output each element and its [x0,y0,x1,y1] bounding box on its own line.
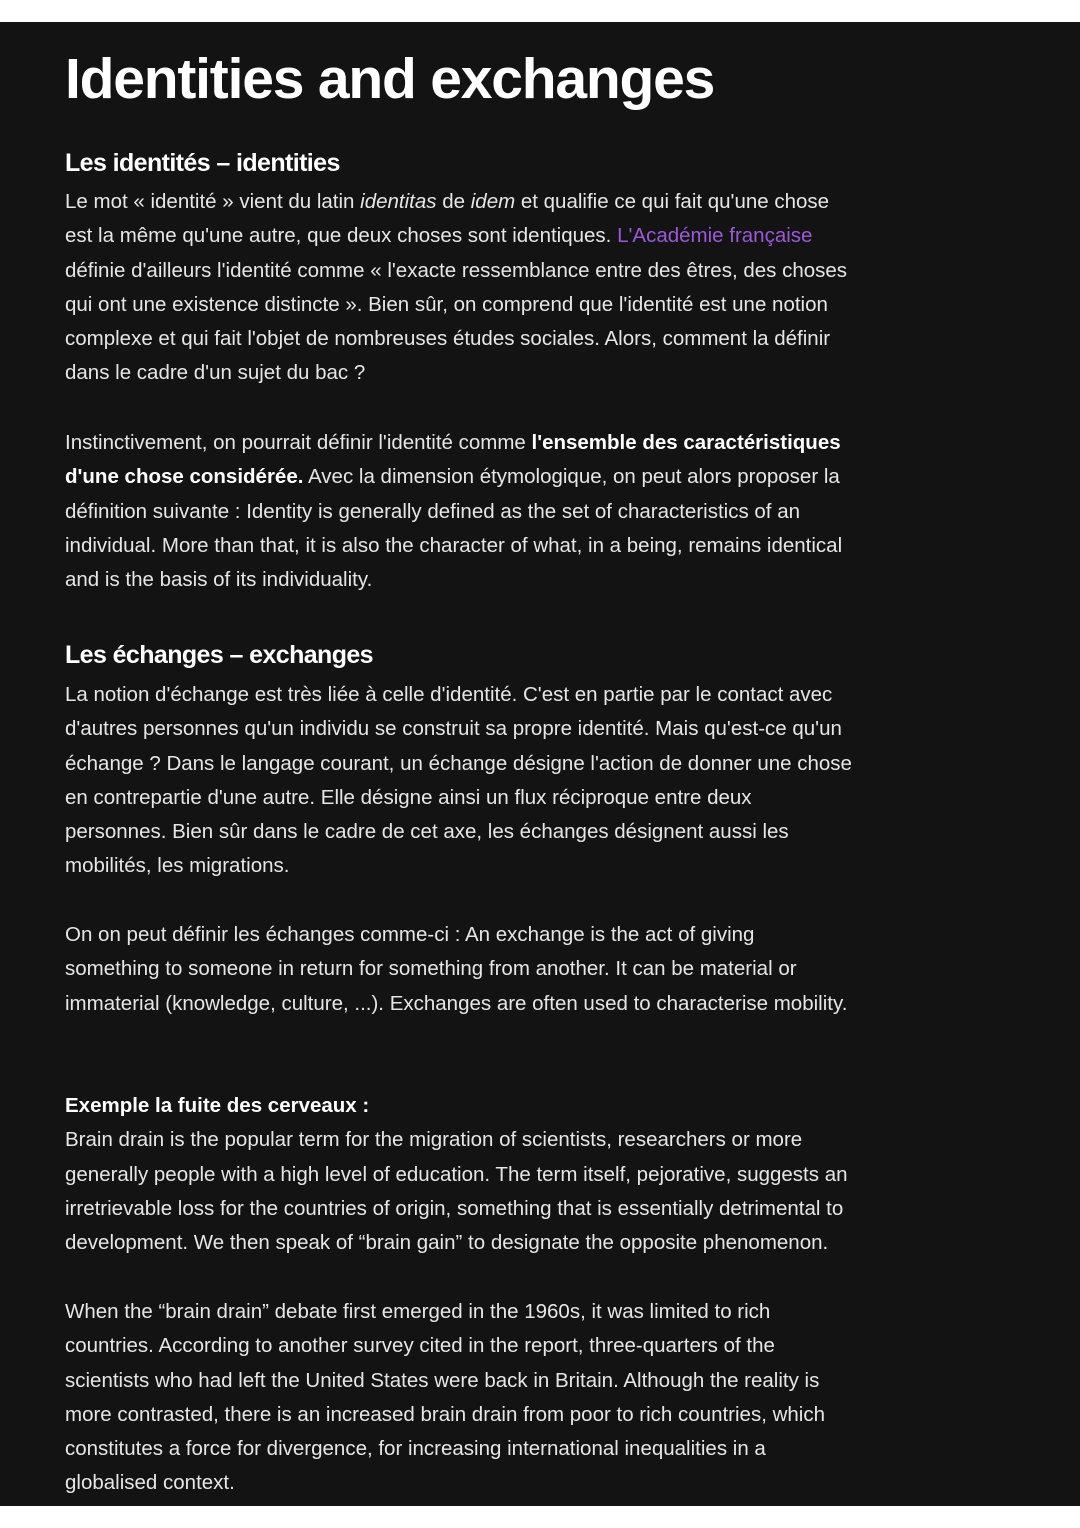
text-line: Le mot « identité » vient du latin identitas de idem et qualifie ce qui fait qu'une chose [65,190,830,213]
text-line: On on peut définir les échanges comme-ci : An exchange is the act of giving [65,923,755,946]
text-line: Brain drain is the popular term for the migration of scientists, researchers or more [65,1128,803,1152]
text-line: scientists who had left the United States were back in Britain. Although the reality is [65,1368,820,1392]
text-line: d'une chose considérée. Avec la dimension étymologique, on peut alors proposer la [65,465,840,489]
text-line: development. We then speak of “brain gain” to designate the opposite phenomenon. [65,1231,829,1255]
text-line: Instinctivement, on pourrait définir l'identité comme l'ensemble des caractéristiques [65,431,841,454]
text-line: more contrasted, there is an increased brain drain from poor to rich countries, which [65,1402,826,1426]
section-heading-exchanges: Les échanges – exchanges [65,641,373,669]
text-line: personnes. Bien sûr dans le cadre de cet axe, les échanges désignent aussi les [65,820,789,844]
text-line: and is the basis of its individuality. [65,568,373,592]
text-line: individual. More than that, it is also the character of what, in a being, remains identical [65,533,843,557]
document-page [0,22,1080,1506]
text-line: La notion d'échange est très liée à celle d'identité. C'est en partie par le contact avec [65,683,833,706]
academie-francaise-link[interactable]: L'Académie française [617,224,813,248]
text-line: en contrepartie d'une autre. Elle désigne ainsi un flux réciproque entre deux [65,785,752,809]
text-line: immaterial (knowledge, culture, ...). Exchanges are often used to characterise mobility. [65,991,848,1015]
page-title: Identities and exchanges [65,47,715,111]
paragraph-identity-english [65,426,842,597]
text-line: constitutes a force for divergence, for increasing international inequalities in a [65,1437,766,1461]
text-line: globalised context. [65,1471,235,1495]
section-heading-identities: Les identités – identities [65,149,340,177]
text-line: complexe et qui fait l'objet de nombreuses études sociales. Alors, comment la définir [65,327,831,351]
text-line: When the “brain drain” debate first emerged in the 1960s, it was limited to rich [65,1300,771,1323]
paragraph-brain-drain-history [65,1295,825,1501]
text-line: dans le cadre d'un sujet du bac ? [65,361,366,385]
text-line: irretrievable loss for the countries of origin, something that is essentially detrimental to [65,1196,844,1220]
text-line: définie d'ailleurs l'identité comme « l'exacte ressemblance entre des êtres, des choses [65,258,848,282]
text-line: est la même qu'une autre, que deux choses sont identiques. L'Académie française [65,224,813,248]
example-subheading: Exemple la fuite des cerveaux : [65,1094,370,1117]
text-line: mobilités, les migrations. [65,854,290,878]
paragraph-exchange-english [65,918,847,1021]
text-line: d'autres personnes qu'un individu se construit sa propre identité. Mais qu'est-ce qu'un [65,717,842,741]
text-line: échange ? Dans le langage courant, un échange désigne l'action de donner une chose [65,751,852,775]
text-line: generally people with a high level of education. The term itself, pejorative, suggests an [65,1162,848,1186]
text-line: définition suivante : Identity is generally defined as the set of characteristics of an [65,499,800,523]
paragraph-identity-definition [65,185,847,391]
text-line: qui ont une existence distincte ». Bien sûr, on comprend que l'identité est une notion [65,292,828,316]
text-line: something to someone in return for something from another. It can be material or [65,957,797,981]
paragraph-exchange-definition [65,678,852,884]
text-line: countries. According to another survey cited in the report, three-quarters of the [65,1334,775,1358]
paragraph-brain-drain [65,1089,848,1260]
